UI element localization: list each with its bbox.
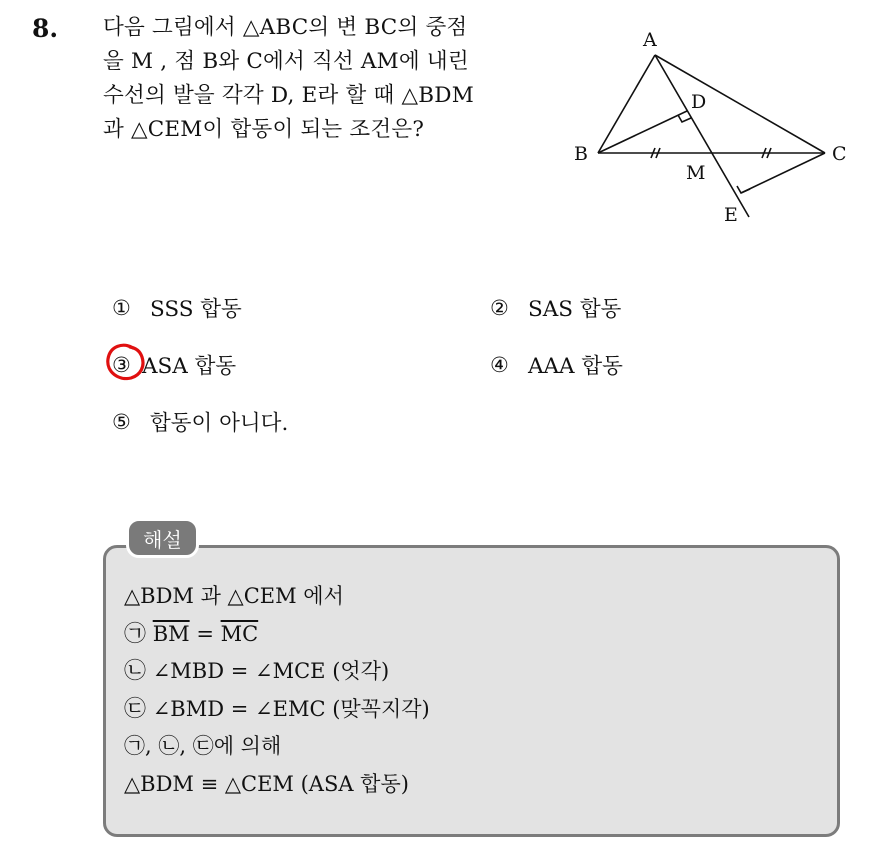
solution-line-5: ㉠, ㉡, ㉢에 의해 <box>124 734 282 758</box>
choice-1[interactable] <box>112 292 242 323</box>
choice-text: AAA 합동 <box>528 354 623 379</box>
choice-number: ① <box>112 295 131 320</box>
segment-ac <box>655 55 825 153</box>
solution-statement: ∠MBD = ∠MCE (엇각) <box>152 659 390 683</box>
choice-text: SAS 합동 <box>528 297 622 322</box>
solution-line-4 <box>124 691 430 729</box>
question-line: 수선의 발을 각각 D, E라 할 때 △BDM <box>103 83 474 108</box>
label-b: B <box>574 143 588 165</box>
question-line: 을 M , 점 B와 C에서 직선 AM에 내린 <box>103 49 469 74</box>
choice-number: ② <box>490 295 509 320</box>
equals-sign: = <box>196 621 221 646</box>
label-c: C <box>832 143 847 165</box>
triangle-figure <box>566 22 856 237</box>
choice-text: ASA 합동 <box>142 354 237 379</box>
choice-text: 합동이 아니다. <box>150 411 289 436</box>
right-angle-mark-d <box>678 115 691 122</box>
right-angle-mark-e <box>737 186 750 193</box>
korean-mark: ㉡ <box>124 659 147 684</box>
choice-number: ⑤ <box>112 409 131 434</box>
choice-4[interactable] <box>490 349 623 380</box>
segment-ab <box>598 55 655 153</box>
segment-ce <box>741 153 825 193</box>
segment-bm: $\overline{BM}$ <box>152 621 190 646</box>
solution-line-6: △BDM ≡ △CEM (ASA 합동) <box>124 771 409 796</box>
question-line: 다음 그림에서 △ABC의 변 BC의 중점 <box>103 15 468 40</box>
choice-2[interactable] <box>490 292 621 323</box>
label-m: M <box>686 162 706 184</box>
question-number: 8. <box>32 14 59 43</box>
solution-line-3 <box>124 653 430 691</box>
segment-mc: $\overline{MC}$ <box>220 621 259 646</box>
solution-text <box>124 578 430 803</box>
solution-line-2 <box>124 616 430 654</box>
choice-3[interactable] <box>112 349 236 380</box>
choice-5[interactable] <box>112 406 288 437</box>
choice-number: ④ <box>490 352 509 377</box>
solution-tab: 해설 <box>126 518 199 558</box>
label-a: A <box>643 29 657 51</box>
korean-mark: ㉠ <box>124 621 147 647</box>
choice-text: SSS 합동 <box>150 297 242 322</box>
choice-number: ③ <box>112 352 131 377</box>
solution-statement: ∠BMD = ∠EMC (맞꼭지각) <box>152 696 430 721</box>
question-text <box>103 11 553 147</box>
label-d: D <box>691 91 707 113</box>
line-am <box>655 55 749 217</box>
korean-mark: ㉢ <box>124 696 147 722</box>
question-line: 과 △CEM이 합동이 되는 조건은? <box>103 117 425 142</box>
segment-bd <box>598 111 687 153</box>
solution-line-1: △BDM 과 △CEM 에서 <box>124 584 344 608</box>
label-e: E <box>724 204 738 226</box>
